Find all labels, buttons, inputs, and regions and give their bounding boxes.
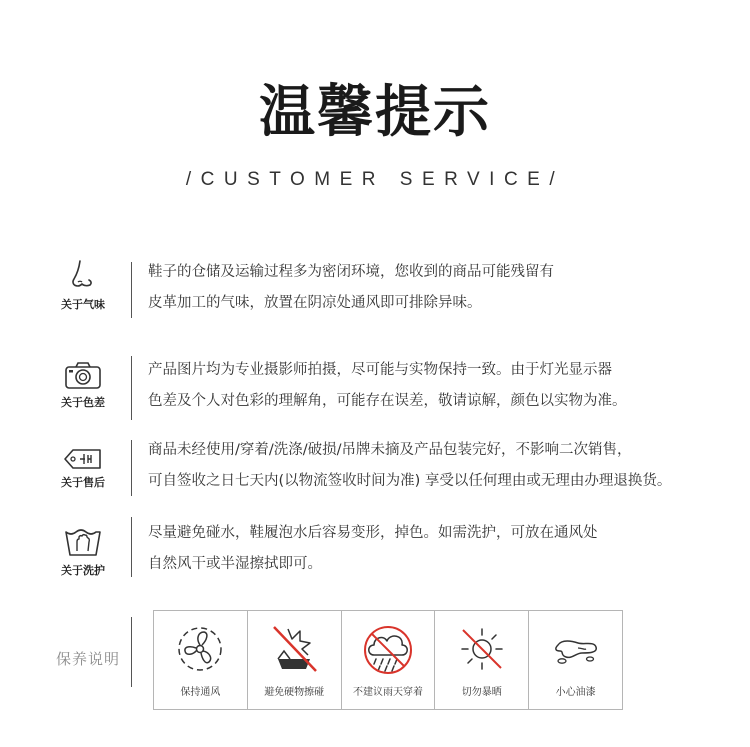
notice-divider [131,440,132,496]
oil-stain-icon [548,621,604,677]
tag-icon [63,448,103,470]
notice-divider [131,517,132,577]
notice-wash-icon-box [50,524,116,578]
wash-icon [63,524,103,558]
notice-smell-text [148,257,554,319]
notice-color-text [148,355,627,417]
care-item-label: 小心油漆 [555,687,596,698]
nose-icon [66,258,100,292]
notice-divider [131,262,132,318]
care-divider [131,617,132,687]
notice-line: 可自签收之日七天内(以物流签收时间为准) 享受以任何理由或无理由办理退换货。 [148,473,672,489]
notice-line: 鞋子的仓储及运输过程多为密闭环境，您收到的商品可能残留有 [148,264,554,280]
notice-aftersales-icon-box [50,448,116,490]
care-label: 保养说明 [56,650,121,668]
notice-color-icon-box [50,360,116,410]
notice-line: 色差及个人对色彩的理解角，可能存在误差，敬请谅解，颜色以实物为准。 [148,393,627,409]
notice-divider [131,356,132,420]
care-item-label: 避免硬物擦碰 [264,687,325,698]
fan-icon [172,621,228,677]
no-sun-icon [454,621,510,677]
page-subtitle: /CUSTOMER SERVICE/ [185,169,565,190]
notice-wash-text [148,518,598,580]
care-item-no-sun [435,611,529,709]
page-title: 温馨提示 [259,80,491,145]
notice-line: 尽量避免碰水，鞋履泡水后容易变形，掉色。如需洗护，可放在通风处 [148,525,598,541]
notice-aftersales-text [148,435,671,497]
care-item-label: 切勿暴晒 [461,687,502,698]
notice-wash-label: 关于洗护 [61,564,105,577]
notice-color-label: 关于色差 [61,396,105,409]
care-item-label: 不建议雨天穿着 [352,687,423,698]
care-item-no-hard-object [248,611,342,709]
no-rain-icon [360,621,416,677]
camera-icon [64,360,102,390]
care-item-ventilate [154,611,248,709]
notice-line: 自然风干或半湿擦拭即可。 [148,556,322,572]
care-item-oil [529,611,622,709]
care-item-label: 保持通风 [180,687,221,698]
care-panel [153,610,623,710]
no-hard-object-icon [266,621,322,677]
notice-smell-label: 关于气味 [61,298,105,311]
notice-line: 产品图片均为专业摄影师拍摄，尽可能与实物保持一致。由于灯光显示器 [148,362,612,378]
notice-line: 商品未经使用/穿着/洗涤/破损/吊牌未摘及产品包装完好，不影响二次销售， [148,442,632,458]
notice-aftersales-label: 关于售后 [61,476,105,489]
notice-smell-icon-box [50,258,116,312]
notice-line: 皮革加工的气味，放置在阴凉处通风即可排除异味。 [148,295,482,311]
care-item-no-rain [342,611,436,709]
